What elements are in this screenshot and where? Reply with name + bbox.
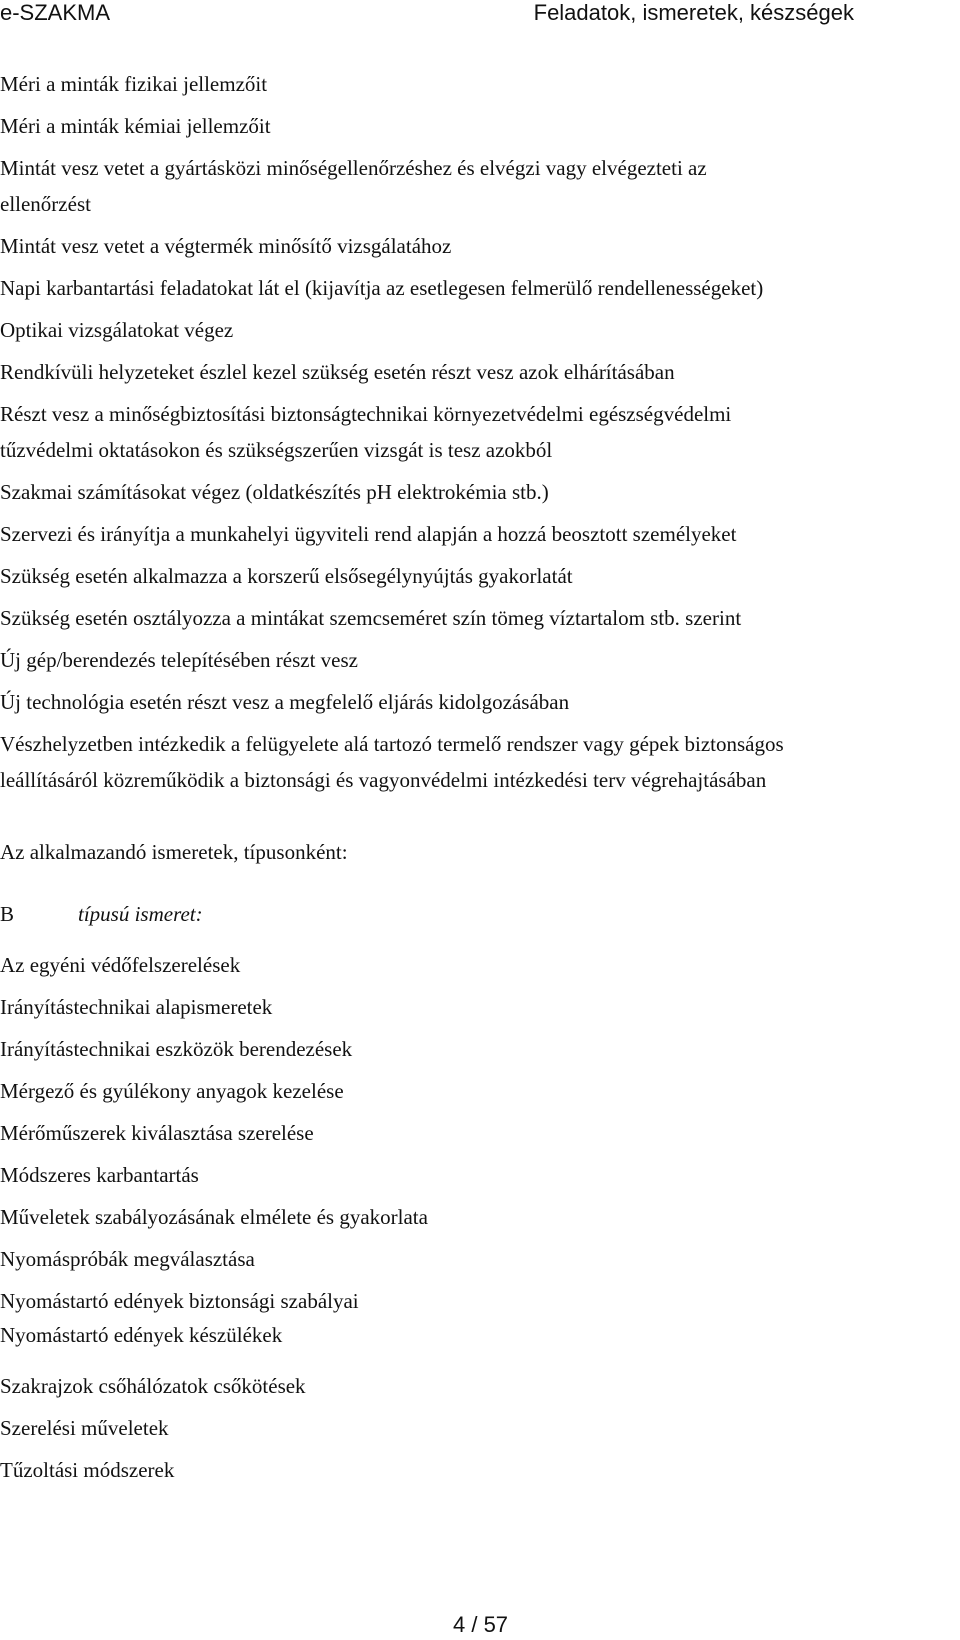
knowledge-item: Irányítástechnikai eszközök berendezések: [0, 1037, 353, 1061]
task-line: leállításáról közreműködik a biztonsági és vagyonvédelmi intézkedési terv végrehajtásában: [0, 768, 767, 792]
task-line: tűzvédelmi oktatásokon és szükségszerűen vizsgát is tesz azokból: [0, 438, 553, 462]
task-line: Méri a minták kémiai jellemzőit: [0, 114, 271, 138]
header-right-title: Feladatok, ismeretek, készségek: [533, 0, 854, 25]
task-line: Napi karbantartási feladatokat lát el (kijavítja az esetlegesen felmerülő rendellenességeket): [0, 276, 764, 300]
task-line: Új technológia esetén részt vesz a megfelelő eljárás kidolgozásában: [0, 690, 570, 714]
knowledge-item: Nyomástartó edények készülékek: [0, 1323, 283, 1347]
task-line: Szükség esetén alkalmazza a korszerű elsősegélynyújtás gyakorlatát: [0, 564, 573, 588]
task-line: Vészhelyzetben intézkedik a felügyelete alá tartozó termelő rendszer vagy gépek biztonságos: [0, 732, 784, 756]
section-title: Az alkalmazandó ismeretek, típusonként:: [0, 840, 348, 864]
knowledge-item: Irányítástechnikai alapismeretek: [0, 995, 273, 1019]
knowledge-item: Nyomáspróbák megválasztása: [0, 1247, 255, 1271]
task-line: Szervezi és irányítja a munkahelyi ügyviteli rend alapján a hozzá beosztott személyeket: [0, 522, 737, 546]
task-line: Szakmai számításokat végez (oldatkészítés pH elektrokémia stb.): [0, 480, 549, 504]
page-header: [0, 0, 960, 26]
task-line: Rendkívüli helyzeteket észlel kezel szükség esetén részt vesz azok elhárításában: [0, 360, 675, 384]
knowledge-item: Mérőműszerek kiválasztása szerelése: [0, 1121, 314, 1145]
knowledge-item: Mérgező és gyúlékony anyagok kezelése: [0, 1079, 344, 1103]
knowledge-item: Tűzoltási módszerek: [0, 1458, 175, 1482]
task-line: Szükség esetén osztályozza a mintákat szemcseméret szín tömeg víztartalom stb. szerint: [0, 606, 742, 630]
task-line: Mintát vesz vetet a gyártásközi minőségellenőrzéshez és elvégzi vagy elvégezteti az: [0, 156, 707, 180]
task-line: Új gép/berendezés telepítésében részt vesz: [0, 648, 358, 672]
task-line: Méri a minták fizikai jellemzőit: [0, 72, 268, 96]
header-left-title: e-SZAKMA: [0, 0, 111, 25]
page-number: 4 / 57: [453, 1612, 509, 1637]
knowledge-item: Műveletek szabályozásának elmélete és gyakorlata: [0, 1205, 428, 1229]
task-line: Optikai vizsgálatokat végez: [0, 318, 234, 342]
task-line: ellenőrzést: [0, 192, 91, 216]
task-line: Mintát vesz vetet a végtermék minősítő vizsgálatához: [0, 234, 452, 258]
task-line: Részt vesz a minőségbiztosítási biztonságtechnikai környezetvédelmi egészségvédelmi: [0, 402, 732, 426]
knowledge-item: Nyomástartó edények biztonsági szabályai: [0, 1289, 359, 1313]
knowledge-item: Az egyéni védőfelszerelések: [0, 953, 241, 977]
knowledge-item: Módszeres karbantartás: [0, 1163, 199, 1187]
type-heading: [0, 898, 203, 930]
type-letter: B: [0, 902, 15, 926]
type-label: típusú ismeret:: [78, 902, 203, 926]
knowledge-item: Szerelési műveletek: [0, 1416, 169, 1440]
knowledge-item: Szakrajzok csőhálózatok csőkötések: [0, 1374, 306, 1398]
